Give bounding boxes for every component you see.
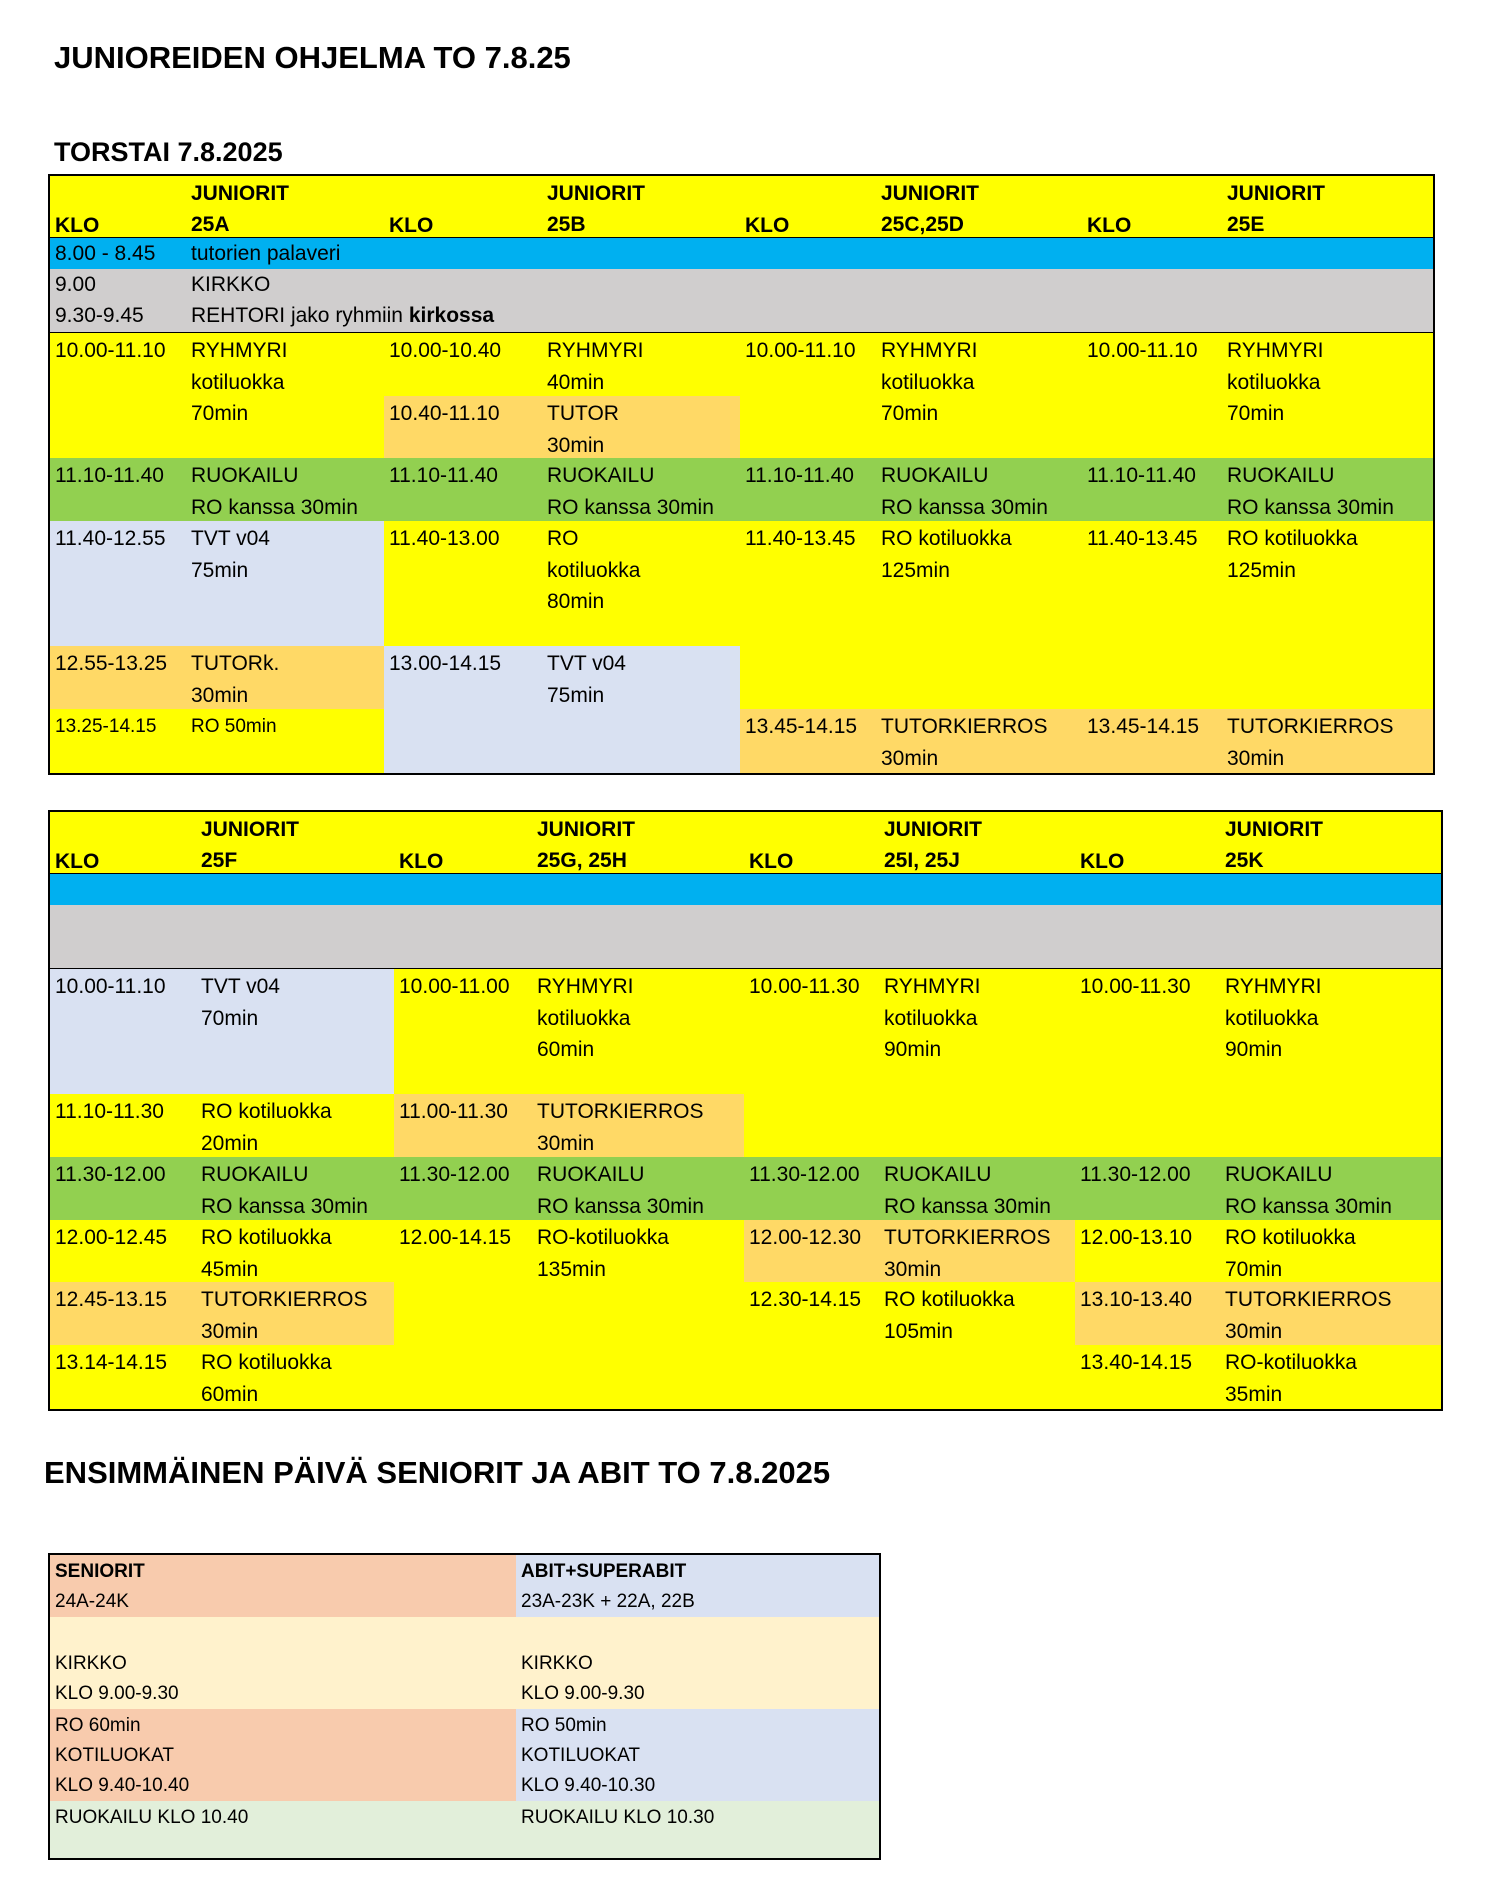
slot-time: 13.45-14.15 [1082, 709, 1224, 775]
header-klo: KLO [50, 176, 188, 240]
junior-table-2 [48, 810, 1443, 1411]
header-group-25a: JUNIORIT 25A [186, 176, 386, 240]
slot-time: 10.00-10.40 [384, 333, 544, 398]
header-klo: KLO [1082, 176, 1224, 240]
slot-activity: RYHMYRI kotiluokka 70min [876, 333, 1084, 460]
slot-time: 11.40-13.00 [384, 521, 544, 648]
slot-time: 10.40-11.10 [384, 396, 544, 460]
slot-time: 10.00-11.30 [1075, 969, 1222, 1159]
slot-time: 10.00-11.30 [744, 969, 881, 1159]
slot-time: 11.30-12.00 [50, 1157, 198, 1222]
junior-table-1 [48, 174, 1435, 775]
slot-time: 12.45-13.15 [50, 1282, 198, 1347]
common-empty [50, 874, 396, 907]
common-empty [1082, 269, 1435, 302]
header-group-25e: JUNIORIT 25E [1222, 176, 1435, 240]
slot-time: 11.40-12.55 [50, 521, 188, 648]
slot-activity: TUTORKIERROS 30min [196, 1282, 396, 1347]
slot-activity: RUOKAILU RO kanssa 30min [879, 1157, 1077, 1222]
slot-time: 13.14-14.15 [50, 1345, 198, 1411]
abit-label: ABIT+SUPERABIT [521, 1561, 687, 1582]
header-klo: KLO [740, 176, 878, 240]
slot-activity: TUTORKIERROS 30min [1220, 1282, 1443, 1347]
slot-activity: TVT v04 70min [196, 969, 396, 1096]
slot-activity: TUTORKIERROS 30min [532, 1094, 746, 1159]
common-time: 9.30-9.45 [50, 300, 188, 335]
senior-table [48, 1553, 881, 1860]
abit-lunch: RUOKAILU KLO 10.30 [516, 1801, 881, 1860]
slot-activity: RUOKAILU RO kanssa 30min [1220, 1157, 1443, 1222]
common-empty [394, 874, 746, 907]
slot-time: 11.00-11.30 [394, 1094, 534, 1159]
header-klo: KLO [384, 176, 544, 240]
seniorit-ro: RO 60min KOTILUOKAT KLO 9.40-10.40 [50, 1709, 518, 1803]
common-event-bold: kirkossa [408, 304, 495, 327]
slot-time: 11.30-12.00 [394, 1157, 534, 1222]
common-time: 9.00 [50, 269, 188, 302]
abit-header [516, 1555, 881, 1619]
abit-ro: RO 50min KOTILUOKAT KLO 9.40-10.30 [516, 1709, 881, 1803]
slot-time: 12.00-14.15 [394, 1220, 534, 1411]
slot-time: 12.00-12.45 [50, 1220, 198, 1284]
abit-church: KIRKKO KLO 9.00-9.30 [516, 1617, 881, 1711]
section-title: ENSIMMÄINEN PÄIVÄ SENIORIT JA ABIT TO 7.8.2025 [44, 1455, 831, 1490]
slot-activity: RO-kotiluokka 135min [532, 1220, 746, 1411]
slot-activity: RO kotiluokka 20min [196, 1094, 396, 1159]
slot-activity: RUOKAILU RO kanssa 30min [1222, 458, 1435, 523]
common-empty [1075, 905, 1443, 938]
header-group-25ij: JUNIORIT 25I, 25J [879, 812, 1077, 876]
slot-time: 10.00-11.10 [740, 333, 878, 460]
slot-time: 13.45-14.15 [740, 709, 878, 775]
slot-time: 11.40-13.45 [740, 521, 878, 711]
slot-activity: RYHMYRI 40min [542, 333, 742, 398]
slot-activity: RYHMYRI kotiluokka 70min [186, 333, 386, 460]
slot-activity: RYHMYRI kotiluokka 70min [1222, 333, 1435, 460]
slot-activity: RUOKAILU RO kanssa 30min [196, 1157, 396, 1222]
common-event: tutorien palaveri [186, 238, 1084, 271]
slot-time: 11.10-11.40 [740, 458, 878, 523]
header-group-25k: JUNIORIT 25K [1220, 812, 1443, 876]
common-empty [50, 905, 396, 938]
day-title: TORSTAI 7.8.2025 [54, 137, 283, 167]
slot-activity: RO kotiluokka 45min [196, 1220, 396, 1284]
slot-activity: TVT v04 75min [542, 646, 742, 775]
slot-time: 11.10-11.40 [50, 458, 188, 523]
slot-activity: RYHMYRI kotiluokka 90min [879, 969, 1077, 1159]
slot-activity: RUOKAILU RO kanssa 30min [186, 458, 386, 523]
abit-groups: 23A-23K + 22A, 22B [521, 1591, 695, 1612]
common-empty [744, 936, 1077, 971]
common-empty [1075, 936, 1443, 971]
slot-activity: RO kotiluokka 125min [876, 521, 1084, 711]
slot-activity: RYHMYRI kotiluokka 60min [532, 969, 746, 1096]
slot-activity: RO-kotiluokka 35min [1220, 1345, 1443, 1411]
slot-time: 13.00-14.15 [384, 646, 544, 775]
common-empty [1082, 300, 1435, 335]
slot-time: 11.30-12.00 [744, 1157, 881, 1222]
common-event [186, 300, 1084, 335]
header-klo: KLO [744, 812, 881, 876]
common-time: 8.00 - 8.45 [50, 238, 188, 271]
slot-time: 11.40-13.45 [1082, 521, 1224, 711]
slot-time: 11.10-11.40 [384, 458, 544, 523]
slot-time: 11.10-11.40 [1082, 458, 1224, 523]
slot-time: 12.55-13.25 [50, 646, 188, 711]
seniorit-groups: 24A-24K [55, 1591, 129, 1612]
slot-activity: TVT v04 75min [186, 521, 386, 648]
slot-activity: RO kotiluokka 105min [879, 1282, 1077, 1411]
slot-activity: TUTORKIERROS 30min [876, 709, 1084, 775]
slot-time: 10.00-11.00 [394, 969, 534, 1096]
slot-activity: RO kotiluokka 60min [196, 1345, 396, 1411]
header-group-25f: JUNIORIT 25F [196, 812, 396, 876]
common-event-text: REHTORI jako ryhmiin [191, 304, 409, 327]
header-klo: KLO [50, 812, 198, 876]
seniorit-church: KIRKKO KLO 9.00-9.30 [50, 1617, 518, 1711]
slot-time: 11.10-11.30 [50, 1094, 198, 1159]
common-empty [1082, 238, 1435, 271]
slot-time: 10.00-11.10 [50, 333, 188, 460]
slot-time: 10.00-11.10 [1082, 333, 1224, 460]
slot-activity: RO kotiluokka 70min [1220, 1220, 1443, 1284]
slot-activity: RUOKAILU RO kanssa 30min [532, 1157, 746, 1222]
common-empty [394, 905, 746, 938]
slot-time: 12.30-14.15 [744, 1282, 881, 1411]
slot-activity: RO kotiluokka 80min [542, 521, 742, 648]
slot-activity: TUTORk. 30min [186, 646, 386, 711]
seniorit-header [50, 1555, 518, 1619]
slot-time: 13.10-13.40 [1075, 1282, 1222, 1347]
common-empty [1075, 874, 1443, 907]
seniorit-label: SENIORIT [55, 1561, 145, 1582]
header-group-25cd: JUNIORIT 25C,25D [876, 176, 1084, 240]
common-event: KIRKKO [186, 269, 1084, 302]
header-klo: KLO [394, 812, 534, 876]
slot-activity: RUOKAILU RO kanssa 30min [876, 458, 1084, 523]
slot-time: 12.00-13.10 [1075, 1220, 1222, 1284]
common-empty [744, 874, 1077, 907]
seniorit-lunch: RUOKAILU KLO 10.40 [50, 1801, 518, 1860]
common-empty [394, 936, 746, 971]
header-group-25gh: JUNIORIT 25G, 25H [532, 812, 746, 876]
slot-activity: RO 50min [186, 709, 386, 775]
slot-activity: TUTOR 30min [542, 396, 742, 460]
slot-time: 12.00-12.30 [744, 1220, 881, 1284]
slot-activity: RYHMYRI kotiluokka 90min [1220, 969, 1443, 1159]
slot-activity: TUTORKIERROS 30min [1222, 709, 1435, 775]
slot-time: 13.25-14.15 [50, 709, 188, 775]
common-empty [744, 905, 1077, 938]
header-group-25b: JUNIORIT 25B [542, 176, 742, 240]
slot-activity: RO kotiluokka 125min [1222, 521, 1435, 711]
slot-time: 11.30-12.00 [1075, 1157, 1222, 1222]
page-title: JUNIOREIDEN OHJELMA TO 7.8.25 [54, 40, 571, 75]
slot-activity: RUOKAILU RO kanssa 30min [542, 458, 742, 523]
common-empty [50, 936, 396, 971]
slot-activity: TUTORKIERROS 30min [879, 1220, 1077, 1284]
slot-time: 10.00-11.10 [50, 969, 198, 1096]
header-klo: KLO [1075, 812, 1222, 876]
slot-time: 13.40-14.15 [1075, 1345, 1222, 1411]
